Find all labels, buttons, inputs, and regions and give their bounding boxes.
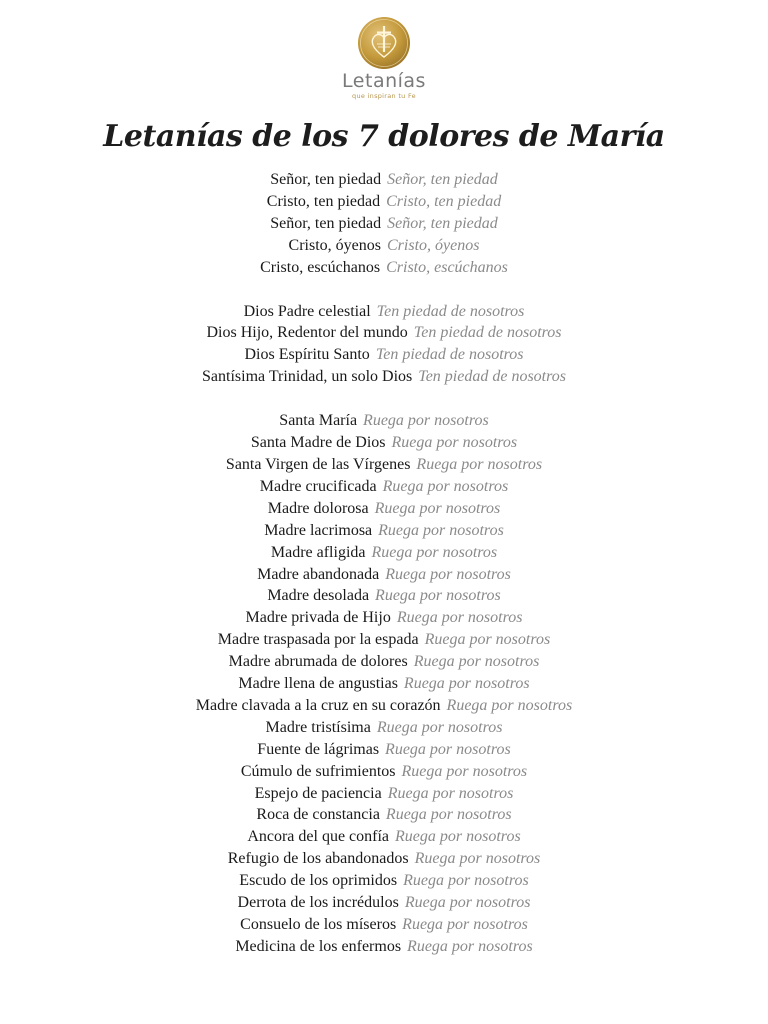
response-text: Ruega por nosotros — [382, 477, 509, 495]
litany-line — [0, 673, 768, 695]
logo-name: Letanías — [342, 70, 426, 92]
response-text: Ruega por nosotros — [385, 565, 511, 583]
response-text: Ruega por nosotros — [385, 740, 511, 758]
litany-line — [0, 651, 768, 673]
response-text: Ruega por nosotros — [376, 718, 503, 736]
litany-line — [0, 169, 768, 191]
litany-list — [0, 169, 768, 980]
invocation-text: Derrota de los incrédulos — [237, 894, 399, 912]
litany-group — [0, 301, 768, 389]
invocation-text: Madre tristísima — [265, 718, 371, 736]
response-text: Cristo, ten piedad — [386, 192, 502, 210]
invocation-text: Cúmulo de sufrimientos — [240, 762, 396, 780]
response-text: Ruega por nosotros — [395, 828, 521, 846]
invocation-text: Cristo, ten piedad — [266, 192, 381, 210]
invocation-text: Ancora del que confía — [247, 828, 390, 846]
litany-line — [0, 476, 768, 498]
litany-line — [0, 542, 768, 564]
response-text: Cristo, óyenos — [387, 236, 480, 254]
invocation-text: Señor, ten piedad — [270, 214, 382, 232]
response-text: Ruega por nosotros — [446, 696, 573, 714]
invocation-text: Espejo de paciencia — [254, 784, 382, 802]
litany-line — [0, 717, 768, 739]
litany-line — [0, 607, 768, 629]
response-text: Ruega por nosotros — [407, 937, 533, 955]
invocation-text: Cristo, escúchanos — [260, 258, 381, 276]
litany-line — [0, 191, 768, 213]
invocation-text: Cristo, óyenos — [288, 236, 381, 254]
litany-line — [0, 322, 768, 344]
response-text: Ruega por nosotros — [378, 521, 504, 539]
invocation-text: Dios Espíritu Santo — [244, 346, 370, 364]
response-text: Ten piedad de nosotros — [413, 324, 562, 342]
invocation-text: Madre traspasada por la espada — [217, 631, 419, 649]
litany-line — [0, 695, 768, 717]
litany-line — [0, 520, 768, 542]
response-text: Ruega por nosotros — [414, 850, 541, 868]
litany-line — [0, 629, 768, 651]
response-text: Ruega por nosotros — [402, 916, 528, 933]
invocation-text: Santa María — [279, 412, 358, 430]
invocation-text: Madre abandonada — [257, 565, 380, 583]
invocation-text: Refugio de los abandonados — [227, 850, 409, 868]
litany-group — [0, 169, 768, 279]
invocation-text: Madre abrumada de dolores — [228, 653, 408, 671]
response-text: Ruega por nosotros — [396, 609, 523, 627]
litany-group — [0, 410, 768, 958]
response-text: Ruega por nosotros — [385, 806, 512, 824]
response-text: Ten piedad de nosotros — [418, 368, 566, 386]
invocation-text: Madre privada de Hijo — [245, 609, 391, 627]
response-text: Ten piedad de nosotros — [376, 302, 525, 320]
litany-line — [0, 585, 768, 607]
response-text: Señor, ten piedad — [387, 214, 498, 232]
invocation-text: Escudo de los oprimidos — [239, 872, 398, 890]
litany-line — [0, 454, 768, 476]
logo — [0, 16, 768, 100]
response-text: Ruega por nosotros — [404, 894, 531, 912]
litany-line — [0, 783, 768, 805]
litany-line — [0, 257, 768, 279]
litany-line — [0, 739, 768, 761]
invocation-text: Consuelo de los míseros — [240, 916, 397, 933]
response-text: Ruega por nosotros — [403, 675, 530, 693]
invocation-text: Señor, ten piedad — [270, 171, 382, 188]
litany-line — [0, 848, 768, 870]
litany-line — [0, 432, 768, 454]
litany-line — [0, 410, 768, 432]
invocation-text: Santísima Trinidad, un solo Dios — [202, 368, 413, 386]
litany-line — [0, 761, 768, 783]
invocation-text: Medicina de los enfermos — [235, 937, 402, 955]
cross-emblem-icon — [357, 16, 411, 70]
litany-line — [0, 366, 768, 388]
litany-line — [0, 892, 768, 914]
litany-line — [0, 564, 768, 586]
invocation-text: Dios Hijo, Redentor del mundo — [206, 324, 408, 342]
litany-line — [0, 826, 768, 848]
invocation-text: Madre clavada a la cruz en su corazón — [195, 696, 441, 714]
response-text: Señor, ten piedad — [387, 171, 498, 188]
litany-line — [0, 870, 768, 892]
invocation-text: Santa Madre de Dios — [250, 434, 386, 452]
response-text: Ruega por nosotros — [391, 434, 518, 452]
invocation-text: Santa Virgen de las Vírgenes — [225, 455, 411, 473]
logo-tagline: que inspiran tu Fe — [352, 92, 416, 100]
response-text: Ruega por nosotros — [401, 762, 528, 780]
page-title: Letanías de los 7 dolores de María — [103, 119, 665, 154]
invocation-text: Roca de constancia — [256, 806, 380, 824]
response-text: Ruega por nosotros — [371, 543, 498, 561]
litany-line — [0, 804, 768, 826]
invocation-text: Madre crucificada — [259, 477, 377, 495]
response-text: Ruega por nosotros — [387, 784, 514, 802]
litany-line — [0, 498, 768, 520]
response-text: Ruega por nosotros — [413, 653, 540, 671]
litany-line — [0, 235, 768, 257]
invocation-text: Madre afligida — [270, 543, 366, 561]
response-text: Ruega por nosotros — [375, 587, 501, 605]
invocation-text: Fuente de lágrimas — [257, 740, 380, 758]
invocation-text: Madre desolada — [267, 587, 370, 605]
litany-line — [0, 213, 768, 235]
response-text: Ruega por nosotros — [424, 631, 551, 649]
response-text: Ruega por nosotros — [403, 872, 529, 890]
invocation-text: Madre llena de angustias — [238, 675, 398, 693]
response-text: Ruega por nosotros — [416, 455, 543, 473]
response-text: Ruega por nosotros — [363, 412, 489, 430]
litany-line — [0, 914, 768, 936]
invocation-text: Madre dolorosa — [267, 499, 369, 517]
response-text: Ten piedad de nosotros — [375, 346, 524, 364]
invocation-text: Dios Padre celestial — [243, 302, 371, 320]
litany-line — [0, 936, 768, 958]
invocation-text: Madre lacrimosa — [264, 521, 373, 539]
litany-line — [0, 301, 768, 323]
litany-line — [0, 344, 768, 366]
response-text: Ruega por nosotros — [374, 499, 501, 517]
response-text: Cristo, escúchanos — [386, 258, 508, 276]
